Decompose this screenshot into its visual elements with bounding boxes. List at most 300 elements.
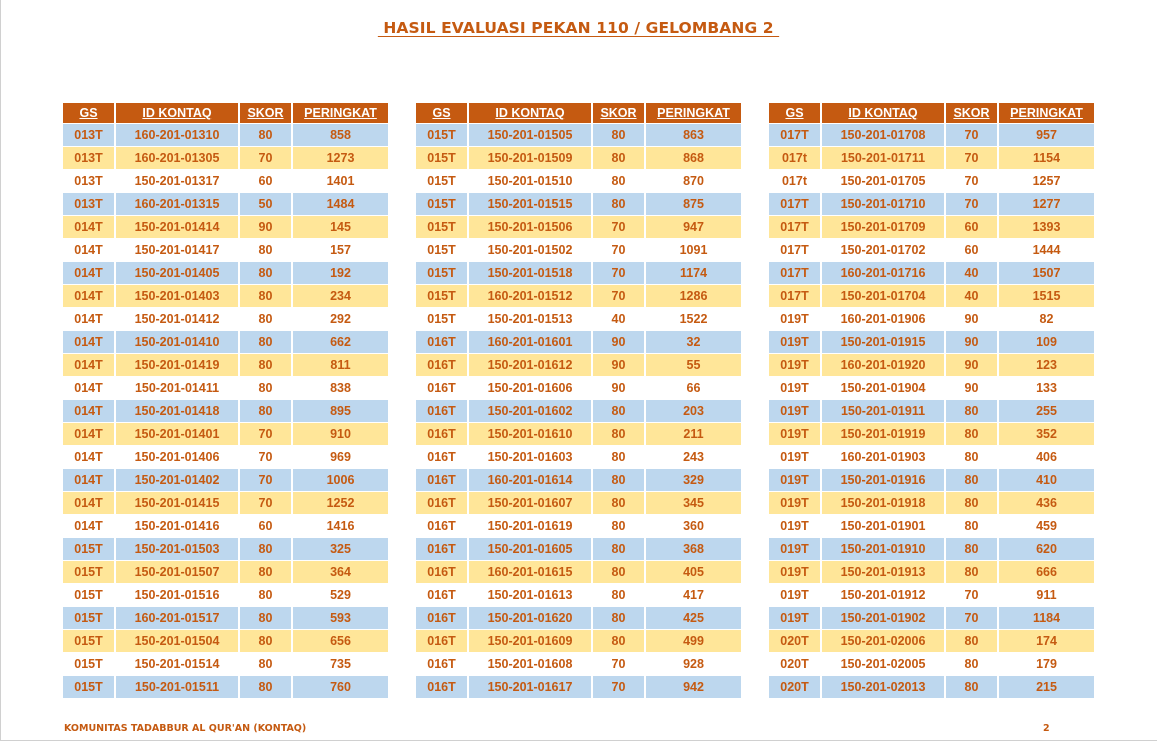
table-row [769, 446, 1094, 469]
table-row [63, 515, 388, 538]
cell-id-kontaq: 150-201-01417 [115, 239, 239, 262]
cell-skor: 80 [592, 170, 645, 193]
cell-skor: 80 [592, 607, 645, 630]
cell-skor: 80 [239, 377, 292, 400]
cell-peringkat: 1184 [998, 607, 1094, 630]
cell-peringkat: 405 [645, 561, 741, 584]
cell-id-kontaq: 150-201-01405 [115, 262, 239, 285]
table-row [63, 193, 388, 216]
cell-gs: 014T [63, 354, 115, 377]
cell-gs: 016T [416, 561, 468, 584]
cell-gs: 019T [769, 446, 821, 469]
cell-gs: 014T [63, 331, 115, 354]
cell-gs: 014T [63, 423, 115, 446]
table-header-row [63, 103, 388, 124]
cell-skor: 80 [592, 423, 645, 446]
cell-peringkat: 499 [645, 630, 741, 653]
cell-gs: 016T [416, 676, 468, 699]
cell-id-kontaq: 150-201-01410 [115, 331, 239, 354]
cell-gs: 015T [63, 676, 115, 699]
cell-gs: 019T [769, 607, 821, 630]
column-header-skor: SKOR [945, 103, 998, 124]
cell-skor: 80 [945, 561, 998, 584]
cell-gs: 015T [63, 561, 115, 584]
cell-skor: 80 [945, 653, 998, 676]
cell-gs: 017T [769, 239, 821, 262]
cell-id-kontaq: 160-201-01315 [115, 193, 239, 216]
cell-peringkat: 620 [998, 538, 1094, 561]
cell-gs: 019T [769, 584, 821, 607]
table-row [769, 147, 1094, 170]
cell-id-kontaq: 160-201-01716 [821, 262, 945, 285]
table-row [416, 331, 741, 354]
cell-id-kontaq: 150-201-01509 [468, 147, 592, 170]
cell-peringkat: 360 [645, 515, 741, 538]
cell-skor: 80 [945, 400, 998, 423]
cell-peringkat: 145 [292, 216, 388, 239]
table-row [416, 308, 741, 331]
table-body [769, 124, 1094, 699]
cell-id-kontaq: 150-201-01617 [468, 676, 592, 699]
column-header-peringkat: PERINGKAT [998, 103, 1094, 124]
cell-id-kontaq: 160-201-01305 [115, 147, 239, 170]
cell-gs: 017T [769, 285, 821, 308]
cell-peringkat: 957 [998, 124, 1094, 147]
cell-gs: 019T [769, 492, 821, 515]
cell-skor: 40 [945, 262, 998, 285]
cell-gs: 014T [63, 469, 115, 492]
cell-id-kontaq: 160-201-01517 [115, 607, 239, 630]
table-row [416, 630, 741, 653]
table-row [416, 653, 741, 676]
cell-id-kontaq: 160-201-01614 [468, 469, 592, 492]
cell-peringkat: 406 [998, 446, 1094, 469]
cell-skor: 70 [592, 239, 645, 262]
column-header-peringkat: PERINGKAT [645, 103, 741, 124]
cell-id-kontaq: 150-201-01602 [468, 400, 592, 423]
table-row [63, 285, 388, 308]
page-title: HASIL EVALUASI PEKAN 110 / GELOMBANG 2 [377, 19, 780, 37]
cell-skor: 80 [592, 515, 645, 538]
cell-skor: 80 [239, 331, 292, 354]
cell-skor: 70 [239, 423, 292, 446]
cell-skor: 70 [592, 216, 645, 239]
cell-id-kontaq: 150-201-01414 [115, 216, 239, 239]
cell-peringkat: 1416 [292, 515, 388, 538]
cell-gs: 019T [769, 538, 821, 561]
cell-id-kontaq: 150-201-01916 [821, 469, 945, 492]
cell-peringkat: 368 [645, 538, 741, 561]
cell-peringkat: 593 [292, 607, 388, 630]
cell-gs: 016T [416, 584, 468, 607]
cell-gs: 020T [769, 676, 821, 699]
cell-id-kontaq: 150-201-01705 [821, 170, 945, 193]
table-row [63, 262, 388, 285]
cell-peringkat: 410 [998, 469, 1094, 492]
table-row [769, 653, 1094, 676]
table-row [416, 538, 741, 561]
cell-skor: 80 [592, 147, 645, 170]
cell-gs: 014T [63, 216, 115, 239]
cell-skor: 90 [592, 331, 645, 354]
cell-id-kontaq: 150-201-01511 [115, 676, 239, 699]
table-row [416, 354, 741, 377]
table-row [63, 446, 388, 469]
cell-skor: 80 [945, 446, 998, 469]
table-row [63, 147, 388, 170]
table-row [416, 285, 741, 308]
cell-peringkat: 1154 [998, 147, 1094, 170]
cell-id-kontaq: 150-201-01915 [821, 331, 945, 354]
table-row [769, 423, 1094, 446]
cell-peringkat: 211 [645, 423, 741, 446]
cell-gs: 014T [63, 400, 115, 423]
cell-peringkat: 858 [292, 124, 388, 147]
cell-peringkat: 910 [292, 423, 388, 446]
cell-id-kontaq: 150-201-01403 [115, 285, 239, 308]
cell-skor: 70 [592, 285, 645, 308]
cell-id-kontaq: 150-201-01913 [821, 561, 945, 584]
cell-skor: 80 [945, 492, 998, 515]
page-border-left [0, 0, 1, 741]
cell-gs: 020T [769, 630, 821, 653]
cell-id-kontaq: 150-201-01603 [468, 446, 592, 469]
cell-gs: 016T [416, 423, 468, 446]
cell-skor: 80 [592, 561, 645, 584]
cell-gs: 016T [416, 446, 468, 469]
cell-peringkat: 109 [998, 331, 1094, 354]
cell-skor: 80 [239, 630, 292, 653]
cell-skor: 70 [945, 124, 998, 147]
cell-skor: 90 [945, 331, 998, 354]
cell-skor: 80 [945, 469, 998, 492]
cell-skor: 80 [239, 124, 292, 147]
table-row [63, 492, 388, 515]
cell-peringkat: 1252 [292, 492, 388, 515]
cell-id-kontaq: 150-201-01514 [115, 653, 239, 676]
cell-gs: 015T [416, 147, 468, 170]
cell-gs: 019T [769, 561, 821, 584]
table-row [769, 354, 1094, 377]
cell-id-kontaq: 160-201-01903 [821, 446, 945, 469]
cell-gs: 013T [63, 124, 115, 147]
table-row [416, 147, 741, 170]
cell-skor: 70 [592, 676, 645, 699]
cell-peringkat: 425 [645, 607, 741, 630]
cell-gs: 016T [416, 653, 468, 676]
cell-id-kontaq: 150-201-01608 [468, 653, 592, 676]
cell-id-kontaq: 160-201-01920 [821, 354, 945, 377]
cell-gs: 016T [416, 377, 468, 400]
cell-peringkat: 1515 [998, 285, 1094, 308]
cell-peringkat: 868 [645, 147, 741, 170]
table-row [769, 124, 1094, 147]
table-row [769, 538, 1094, 561]
cell-id-kontaq: 150-201-02005 [821, 653, 945, 676]
cell-id-kontaq: 160-201-01615 [468, 561, 592, 584]
cell-id-kontaq: 150-201-01505 [468, 124, 592, 147]
results-table-2 [416, 103, 741, 698]
table-row [63, 538, 388, 561]
table-row [416, 492, 741, 515]
cell-gs: 019T [769, 515, 821, 538]
table-row [769, 308, 1094, 331]
table-row [63, 377, 388, 400]
column-header-peringkat: PERINGKAT [292, 103, 388, 124]
cell-id-kontaq: 150-201-01709 [821, 216, 945, 239]
cell-peringkat: 1507 [998, 262, 1094, 285]
cell-peringkat: 243 [645, 446, 741, 469]
cell-gs: 015T [416, 285, 468, 308]
cell-id-kontaq: 150-201-01711 [821, 147, 945, 170]
cell-skor: 80 [945, 515, 998, 538]
cell-id-kontaq: 150-201-01610 [468, 423, 592, 446]
cell-id-kontaq: 150-201-02006 [821, 630, 945, 653]
cell-peringkat: 234 [292, 285, 388, 308]
cell-id-kontaq: 150-201-01317 [115, 170, 239, 193]
table-row [769, 400, 1094, 423]
cell-peringkat: 875 [645, 193, 741, 216]
cell-peringkat: 1393 [998, 216, 1094, 239]
cell-peringkat: 55 [645, 354, 741, 377]
cell-skor: 50 [239, 193, 292, 216]
column-header-gs: GS [769, 103, 821, 124]
cell-skor: 80 [592, 538, 645, 561]
cell-gs: 014T [63, 239, 115, 262]
table-row [416, 469, 741, 492]
table-row [416, 423, 741, 446]
cell-skor: 90 [945, 308, 998, 331]
cell-id-kontaq: 150-201-01504 [115, 630, 239, 653]
cell-gs: 015T [416, 216, 468, 239]
cell-id-kontaq: 150-201-01607 [468, 492, 592, 515]
footer-organization: KOMUNITAS TADABBUR AL QUR'AN (KONTAQ) [64, 723, 307, 734]
cell-skor: 70 [239, 147, 292, 170]
cell-peringkat: 1444 [998, 239, 1094, 262]
table-row [416, 446, 741, 469]
cell-gs: 017t [769, 170, 821, 193]
cell-gs: 015T [63, 607, 115, 630]
cell-skor: 80 [239, 653, 292, 676]
cell-skor: 60 [945, 216, 998, 239]
table-row [63, 331, 388, 354]
cell-gs: 015T [416, 262, 468, 285]
cell-peringkat: 811 [292, 354, 388, 377]
cell-skor: 60 [945, 239, 998, 262]
cell-id-kontaq: 150-201-01412 [115, 308, 239, 331]
cell-id-kontaq: 150-201-01507 [115, 561, 239, 584]
table-row [63, 653, 388, 676]
cell-gs: 013T [63, 147, 115, 170]
cell-gs: 014T [63, 262, 115, 285]
cell-skor: 90 [592, 377, 645, 400]
cell-peringkat: 1522 [645, 308, 741, 331]
cell-peringkat: 863 [645, 124, 741, 147]
table-row [416, 676, 741, 699]
cell-skor: 90 [945, 377, 998, 400]
cell-skor: 80 [239, 584, 292, 607]
cell-gs: 014T [63, 377, 115, 400]
cell-id-kontaq: 160-201-01601 [468, 331, 592, 354]
cell-skor: 80 [592, 124, 645, 147]
cell-id-kontaq: 150-201-01620 [468, 607, 592, 630]
cell-gs: 019T [769, 423, 821, 446]
cell-peringkat: 329 [645, 469, 741, 492]
cell-peringkat: 1273 [292, 147, 388, 170]
table-row [769, 239, 1094, 262]
cell-gs: 019T [769, 377, 821, 400]
cell-skor: 80 [592, 193, 645, 216]
cell-peringkat: 662 [292, 331, 388, 354]
cell-id-kontaq: 160-201-01512 [468, 285, 592, 308]
table-row [63, 561, 388, 584]
cell-peringkat: 345 [645, 492, 741, 515]
cell-skor: 60 [239, 515, 292, 538]
cell-id-kontaq: 150-201-01515 [468, 193, 592, 216]
cell-skor: 70 [945, 193, 998, 216]
table-row [63, 630, 388, 653]
table-row [416, 515, 741, 538]
table-row [769, 515, 1094, 538]
cell-gs: 016T [416, 538, 468, 561]
cell-id-kontaq: 150-201-01710 [821, 193, 945, 216]
cell-skor: 70 [945, 584, 998, 607]
cell-gs: 014T [63, 515, 115, 538]
cell-gs: 013T [63, 193, 115, 216]
cell-skor: 70 [592, 262, 645, 285]
column-header-gs: GS [416, 103, 468, 124]
cell-gs: 015T [63, 538, 115, 561]
cell-peringkat: 82 [998, 308, 1094, 331]
cell-gs: 014T [63, 285, 115, 308]
table-row [63, 400, 388, 423]
column-header-skor: SKOR [592, 103, 645, 124]
table-row [416, 377, 741, 400]
column-header-id-kontaq: ID KONTAQ [468, 103, 592, 124]
table-row [63, 308, 388, 331]
table-row [769, 170, 1094, 193]
table-row [769, 492, 1094, 515]
table-header-row [769, 103, 1094, 124]
results-table-3 [769, 103, 1094, 698]
cell-skor: 80 [592, 469, 645, 492]
table-row [416, 170, 741, 193]
column-header-id-kontaq: ID KONTAQ [821, 103, 945, 124]
cell-id-kontaq: 150-201-01609 [468, 630, 592, 653]
cell-gs: 016T [416, 630, 468, 653]
table-row [416, 239, 741, 262]
cell-id-kontaq: 150-201-01506 [468, 216, 592, 239]
cell-skor: 80 [239, 538, 292, 561]
cell-peringkat: 66 [645, 377, 741, 400]
table-row [63, 239, 388, 262]
cell-gs: 019T [769, 400, 821, 423]
cell-peringkat: 1401 [292, 170, 388, 193]
table-row [63, 354, 388, 377]
cell-peringkat: 417 [645, 584, 741, 607]
cell-skor: 80 [239, 262, 292, 285]
cell-peringkat: 174 [998, 630, 1094, 653]
cell-gs: 015T [63, 653, 115, 676]
cell-gs: 015T [416, 193, 468, 216]
cell-id-kontaq: 150-201-01918 [821, 492, 945, 515]
cell-skor: 70 [945, 147, 998, 170]
table-row [63, 423, 388, 446]
cell-peringkat: 838 [292, 377, 388, 400]
cell-gs: 016T [416, 354, 468, 377]
cell-skor: 80 [592, 400, 645, 423]
cell-peringkat: 1006 [292, 469, 388, 492]
cell-skor: 70 [945, 607, 998, 630]
cell-peringkat: 1277 [998, 193, 1094, 216]
results-table-1 [63, 103, 388, 698]
cell-id-kontaq: 150-201-01416 [115, 515, 239, 538]
table-row [769, 193, 1094, 216]
cell-skor: 80 [592, 446, 645, 469]
table-row [416, 561, 741, 584]
table-row [63, 469, 388, 492]
cell-peringkat: 352 [998, 423, 1094, 446]
cell-peringkat: 1286 [645, 285, 741, 308]
cell-peringkat: 969 [292, 446, 388, 469]
cell-peringkat: 895 [292, 400, 388, 423]
table-body [63, 124, 388, 699]
cell-gs: 019T [769, 354, 821, 377]
cell-id-kontaq: 150-201-01503 [115, 538, 239, 561]
cell-peringkat: 1091 [645, 239, 741, 262]
cell-skor: 80 [239, 607, 292, 630]
table-row [416, 262, 741, 285]
cell-id-kontaq: 150-201-01902 [821, 607, 945, 630]
cell-skor: 80 [239, 239, 292, 262]
cell-skor: 40 [592, 308, 645, 331]
cell-skor: 80 [945, 423, 998, 446]
cell-peringkat: 1257 [998, 170, 1094, 193]
cell-skor: 80 [945, 630, 998, 653]
cell-skor: 70 [239, 446, 292, 469]
cell-skor: 90 [239, 216, 292, 239]
column-header-gs: GS [63, 103, 115, 124]
page-number: 2 [1043, 723, 1050, 734]
cell-id-kontaq: 150-201-01704 [821, 285, 945, 308]
cell-gs: 014T [63, 492, 115, 515]
cell-peringkat: 32 [645, 331, 741, 354]
cell-skor: 70 [592, 653, 645, 676]
cell-id-kontaq: 150-201-01406 [115, 446, 239, 469]
cell-skor: 80 [592, 584, 645, 607]
cell-peringkat: 529 [292, 584, 388, 607]
cell-gs: 016T [416, 607, 468, 630]
cell-gs: 015T [416, 170, 468, 193]
cell-gs: 015T [416, 124, 468, 147]
cell-peringkat: 133 [998, 377, 1094, 400]
cell-id-kontaq: 150-201-01702 [821, 239, 945, 262]
cell-peringkat: 656 [292, 630, 388, 653]
cell-peringkat: 192 [292, 262, 388, 285]
table-row [416, 607, 741, 630]
cell-id-kontaq: 160-201-01906 [821, 308, 945, 331]
table-row [416, 584, 741, 607]
cell-gs: 015T [416, 308, 468, 331]
cell-id-kontaq: 160-201-01310 [115, 124, 239, 147]
cell-id-kontaq: 150-201-01402 [115, 469, 239, 492]
cell-peringkat: 870 [645, 170, 741, 193]
cell-id-kontaq: 150-201-01606 [468, 377, 592, 400]
table-row [63, 170, 388, 193]
cell-gs: 016T [416, 400, 468, 423]
cell-peringkat: 157 [292, 239, 388, 262]
cell-peringkat: 735 [292, 653, 388, 676]
